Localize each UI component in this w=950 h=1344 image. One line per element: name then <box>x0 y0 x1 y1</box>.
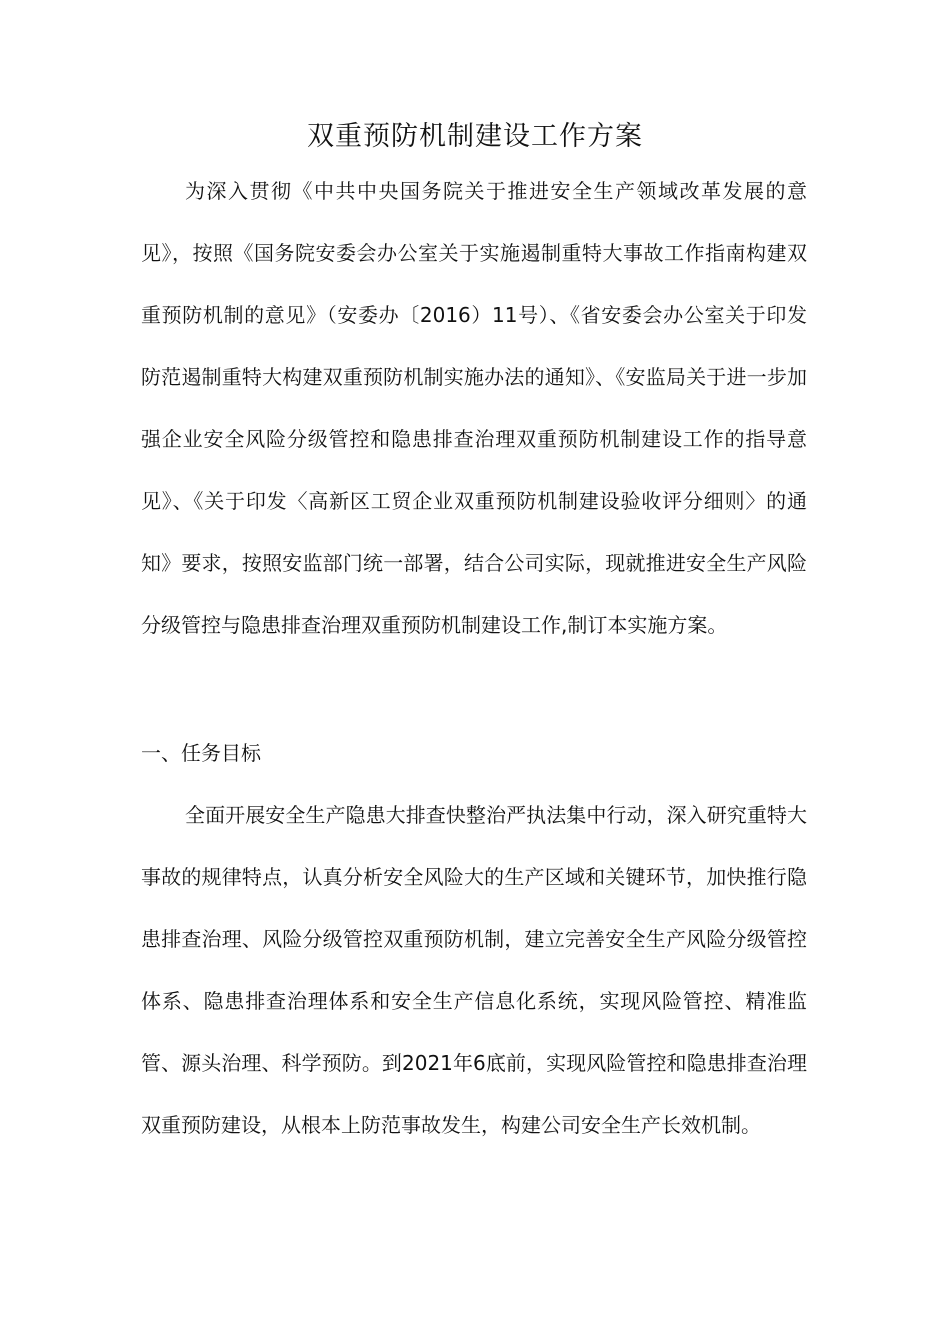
document-title: 双重预防机制建设工作方案 <box>307 121 643 152</box>
task-goals-paragraph: 全面开展安全生产隐患大排查快整治严执法集中行动，深入研究重特大事故的规律特点，认真分析安全风险大的生产区域和关键环节，加快推行隐患排查治理、风险分级管控双重预防机制，建立完善安全生产风险分级管控体系、隐患排查治理体系和安全生产信息化系统，实现风险管控、精准监管、源头治理、科学预防。到2021年6底前，实现风险管控和隐患排查治理双重预防建设，从根本上防范事故发生，构建公司安全生产长效机制。 <box>141 803 807 1137</box>
intro-paragraph: 为深入贯彻《中共中央国务院关于推进安全生产领域改革发展的意见》，按照《国务院安委会办公室关于实施遏制重特大事故工作指南构建双重预防机制的意见》（安委办〔2016）11号）、《省安委会办公室关于印发防范遏制重特大构建双重预防机制实施办法的通知》、《安监局关于进一步加强企业安全风险分级管控和隐患排查治理双重预防机制建设工作的指导意见》、《关于印发〈高新区工贸企业双重预防机制建设验收评分细则〉的通知》要求，按照安监部门统一部署，结合公司实际，现就推进安全生产风险分级管控与隐患排查治理双重预防机制建设工作,制订本实施方案。 <box>141 179 807 637</box>
section-heading-task-goals: 一、任务目标 <box>141 741 261 765</box>
